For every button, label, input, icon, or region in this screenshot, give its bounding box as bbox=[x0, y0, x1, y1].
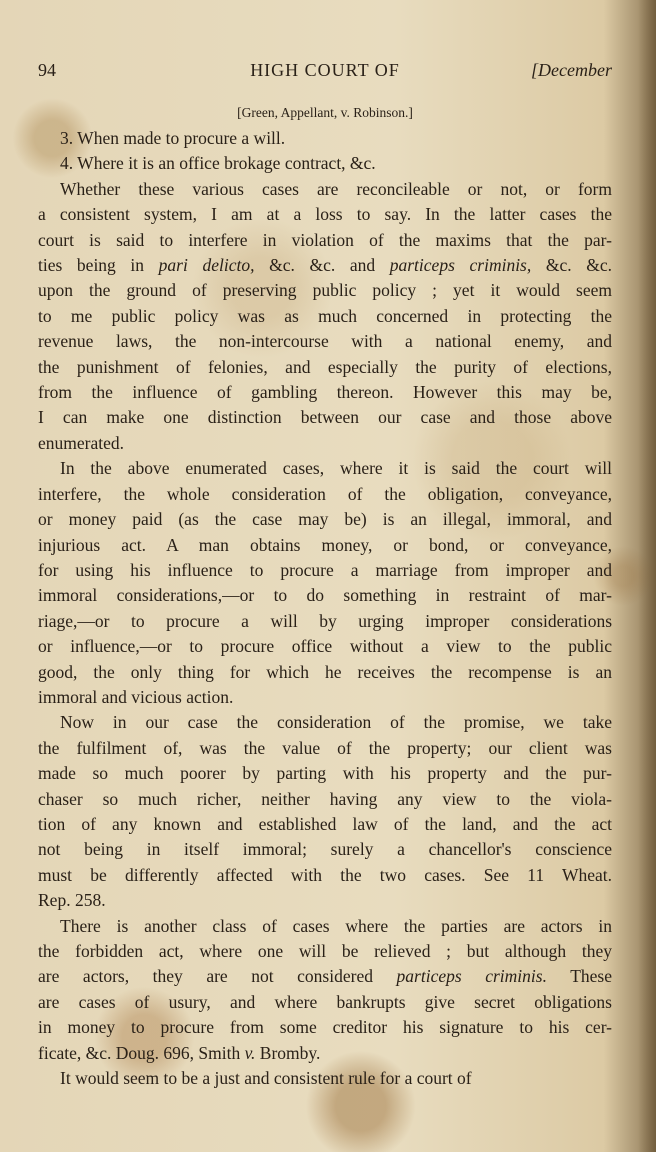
text-segment: the fulfilment of, was the value of the property; our client was bbox=[38, 737, 612, 758]
text-segment: chaser so much richer, neither having any view to the viola- bbox=[38, 788, 612, 809]
text-segment: made so much poorer by parting with his property and the pur- bbox=[38, 763, 612, 784]
text-line bbox=[38, 660, 612, 685]
text-segment: ties being in bbox=[38, 255, 159, 276]
text-line bbox=[38, 456, 612, 481]
text-line bbox=[38, 609, 612, 634]
text-line bbox=[38, 812, 612, 837]
text-line bbox=[38, 177, 612, 202]
text-segment: must be differently affected with the two cases. See 11 Wheat. bbox=[38, 864, 612, 885]
text-segment: good, the only thing for which he receives the recompense is an bbox=[38, 661, 612, 682]
text-line bbox=[38, 151, 612, 176]
text-segment: court is said to interfere in violation of the maxims that the par- bbox=[38, 229, 612, 250]
text-line bbox=[38, 228, 612, 253]
text-segment: injurious act. A man obtains money, or bond, or conveyance, bbox=[38, 534, 612, 555]
running-title: HIGH COURT OF bbox=[250, 60, 400, 80]
text-line bbox=[38, 1066, 612, 1091]
text-segment: I can make one distinction between our case and those above bbox=[38, 407, 612, 428]
text-line bbox=[38, 837, 612, 862]
text-line bbox=[38, 736, 612, 761]
text-segment: tion of any known and established law of the land, and the act bbox=[38, 813, 612, 834]
text-line bbox=[38, 1015, 612, 1040]
text-line bbox=[38, 482, 612, 507]
text-line bbox=[38, 1041, 612, 1066]
italic-text: v. bbox=[244, 1042, 256, 1063]
text-segment: Whether these various cases are reconcileable or not, or form bbox=[60, 178, 612, 199]
text-segment: the punishment of felonies, and especially the purity of elections, bbox=[38, 356, 612, 377]
text-segment: 4. Where it is an office brokage contract, &c. bbox=[60, 153, 376, 174]
running-date: [December bbox=[531, 60, 612, 80]
text-line bbox=[38, 253, 612, 278]
text-segment: in money to procure from some creditor his signature to his cer- bbox=[38, 1017, 612, 1038]
italic-text: particeps criminis, bbox=[389, 255, 532, 276]
text-line bbox=[38, 405, 612, 430]
text-line bbox=[38, 558, 612, 583]
text-segment: or money paid (as the case may be) is an illegal, immoral, and bbox=[38, 509, 612, 530]
text-line bbox=[38, 507, 612, 532]
text-line bbox=[38, 761, 612, 786]
text-line bbox=[38, 533, 612, 558]
text-segment: &c. &c. and bbox=[254, 255, 390, 276]
text-line bbox=[38, 939, 612, 964]
text-segment: interfere, the whole consideration of the obligation, conveyance, bbox=[38, 483, 612, 504]
text-segment: ficate, &c. Doug. 696, Smith bbox=[38, 1042, 245, 1063]
text-line bbox=[38, 863, 612, 888]
text-segment: the forbidden act, where one will be relieved ; but although they bbox=[38, 941, 612, 961]
italic-text: pari delicto, bbox=[158, 255, 255, 276]
text-line bbox=[38, 380, 612, 405]
text-segment: riage,—or to procure a will by urging improper considerations bbox=[38, 610, 612, 631]
text-line bbox=[38, 787, 612, 812]
text-segment: are cases of usury, and where bankrupts give secret obligations bbox=[38, 991, 612, 1012]
text-segment: Bromby. bbox=[255, 1042, 321, 1063]
text-segment: In the above enumerated cases, where it is said the court will bbox=[60, 458, 612, 479]
text-line bbox=[38, 126, 612, 151]
text-line bbox=[38, 685, 612, 710]
text-line bbox=[38, 202, 612, 227]
text-line bbox=[38, 634, 612, 659]
text-segment: immoral considerations,—or to do something in restraint of mar- bbox=[38, 585, 612, 606]
text-line bbox=[38, 710, 612, 735]
text-segment: a consistent system, I am at a loss to say. In the latter cases the bbox=[38, 204, 612, 225]
text-segment: not being in itself immoral; surely a chancellor's conscience bbox=[38, 839, 612, 860]
text-line bbox=[38, 304, 612, 329]
text-segment: enumerated. bbox=[38, 432, 124, 453]
text-line bbox=[38, 355, 612, 380]
text-segment: are actors, they are not considered bbox=[38, 966, 397, 987]
text-segment: There is another class of cases where the parties are actors in bbox=[60, 915, 612, 936]
text-line bbox=[38, 329, 612, 354]
italic-text: particeps criminis. bbox=[396, 966, 547, 987]
text-segment: It would seem to be a just and consistent rule for a court of bbox=[60, 1068, 472, 1089]
case-caption: [Green, Appellant, v. Robinson.] bbox=[237, 105, 413, 120]
text-segment: or influence,—or to procure office without a view to the public bbox=[38, 636, 612, 657]
text-segment: 3. When made to procure a will. bbox=[60, 128, 286, 148]
body-text bbox=[38, 126, 612, 1091]
text-line bbox=[38, 914, 612, 939]
page-header bbox=[38, 60, 612, 86]
page-number: 94 bbox=[38, 60, 56, 80]
text-line bbox=[38, 278, 612, 303]
text-segment: revenue laws, the non-intercourse with a national enemy, and bbox=[38, 331, 612, 352]
text-segment: to me public policy was as much concerned in protecting the bbox=[38, 305, 612, 326]
text-segment: upon the ground of preserving public policy ; yet it would seem bbox=[38, 280, 612, 301]
text-segment: These bbox=[546, 966, 612, 987]
text-segment: &c. &c. bbox=[531, 255, 613, 276]
text-segment: Now in our case the consideration of the promise, we take bbox=[60, 712, 612, 733]
text-line bbox=[38, 888, 612, 913]
text-segment: immoral and vicious action. bbox=[38, 686, 234, 707]
text-segment: from the influence of gambling thereon. However this may be, bbox=[38, 382, 612, 403]
text-segment: Rep. 258. bbox=[38, 890, 106, 911]
text-line bbox=[38, 990, 612, 1015]
text-segment: for using his influence to procure a marriage from improper and bbox=[38, 559, 612, 580]
text-line bbox=[38, 431, 612, 456]
text-line bbox=[38, 964, 612, 989]
text-line bbox=[38, 583, 612, 608]
